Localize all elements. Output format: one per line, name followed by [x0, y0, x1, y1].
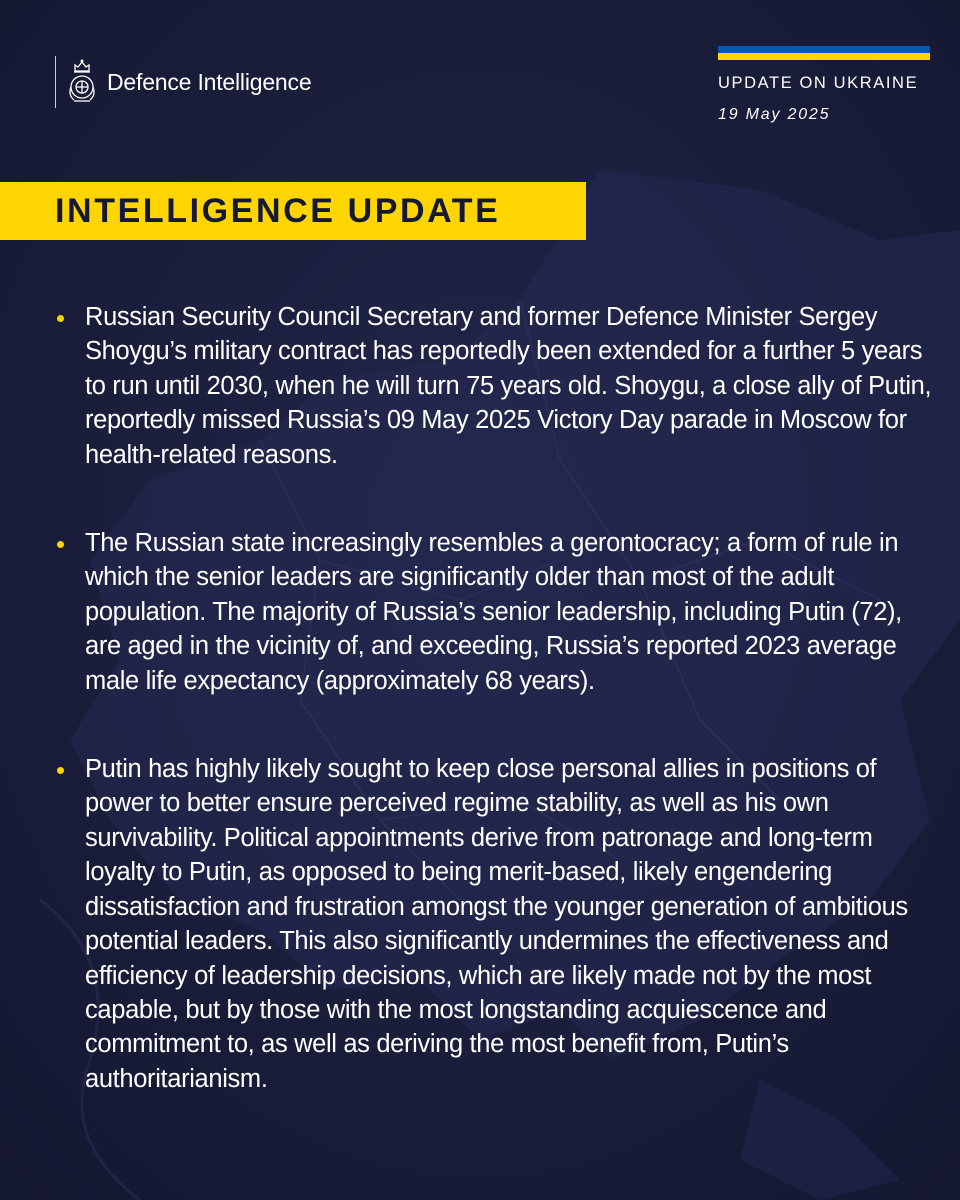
update-date: 19 May 2025 — [718, 106, 831, 123]
bullet-item-1 — [55, 300, 935, 472]
crest-icon — [65, 57, 99, 107]
ukraine-flag — [718, 46, 930, 60]
bullet-dot-icon — [57, 541, 64, 548]
bullet-list — [55, 300, 935, 1150]
banner-title: INTELLIGENCE UPDATE — [55, 192, 501, 230]
flag-blue-stripe — [718, 46, 930, 53]
bullet-text: Russian Security Council Secretary and former Defence Minister Sergey Shoygu’s military contract has reportedly been extended for a further 5 years to run until 2030, when he will turn 75 years old. Shoygu, a close ally of Putin, reportedly missed Russia’s 09 May 2025 Victory Day parade in Moscow for health-related reasons. — [85, 303, 932, 469]
logo-divider — [55, 56, 56, 108]
bullet-text: The Russian state increasingly resembles a gerontocracy; a form of rule in which the senior leaders are significantly older than most of the adult population. The majority of Russia’s senior leadership, including Putin (72), are aged in the vicinity of, and exceeding, Russia’s reported 2023 average male life expectancy (approximately 68 years). — [85, 529, 902, 695]
title-banner — [0, 182, 586, 240]
flag-yellow-stripe — [718, 53, 930, 60]
bullet-dot-icon — [57, 767, 64, 774]
bullet-item-3 — [55, 752, 935, 1096]
logo-text: Defence Intelligence — [107, 68, 312, 95]
update-label: UPDATE ON UKRAINE — [718, 74, 919, 92]
bullet-dot-icon — [57, 315, 64, 322]
bullet-item-2 — [55, 526, 935, 698]
defence-intelligence-logo — [55, 56, 311, 108]
bullet-text: Putin has highly likely sought to keep close personal allies in positions of power to better ensure perceived regime stability, as well as his own survivability. Political appointments derive from patronage and long-term loyalty to Putin, as opposed to being merit-based, likely engendering dissatisfaction and frustration amongst the younger generation of ambitious potential leaders. This also significantly undermines the effectiveness and efficiency of leadership decisions, which are likely made not by the most capable, but by those with the most longstanding acquiescence and commitment to, as well as deriving the most benefit from, Putin’s authoritarianism. — [85, 755, 908, 1093]
